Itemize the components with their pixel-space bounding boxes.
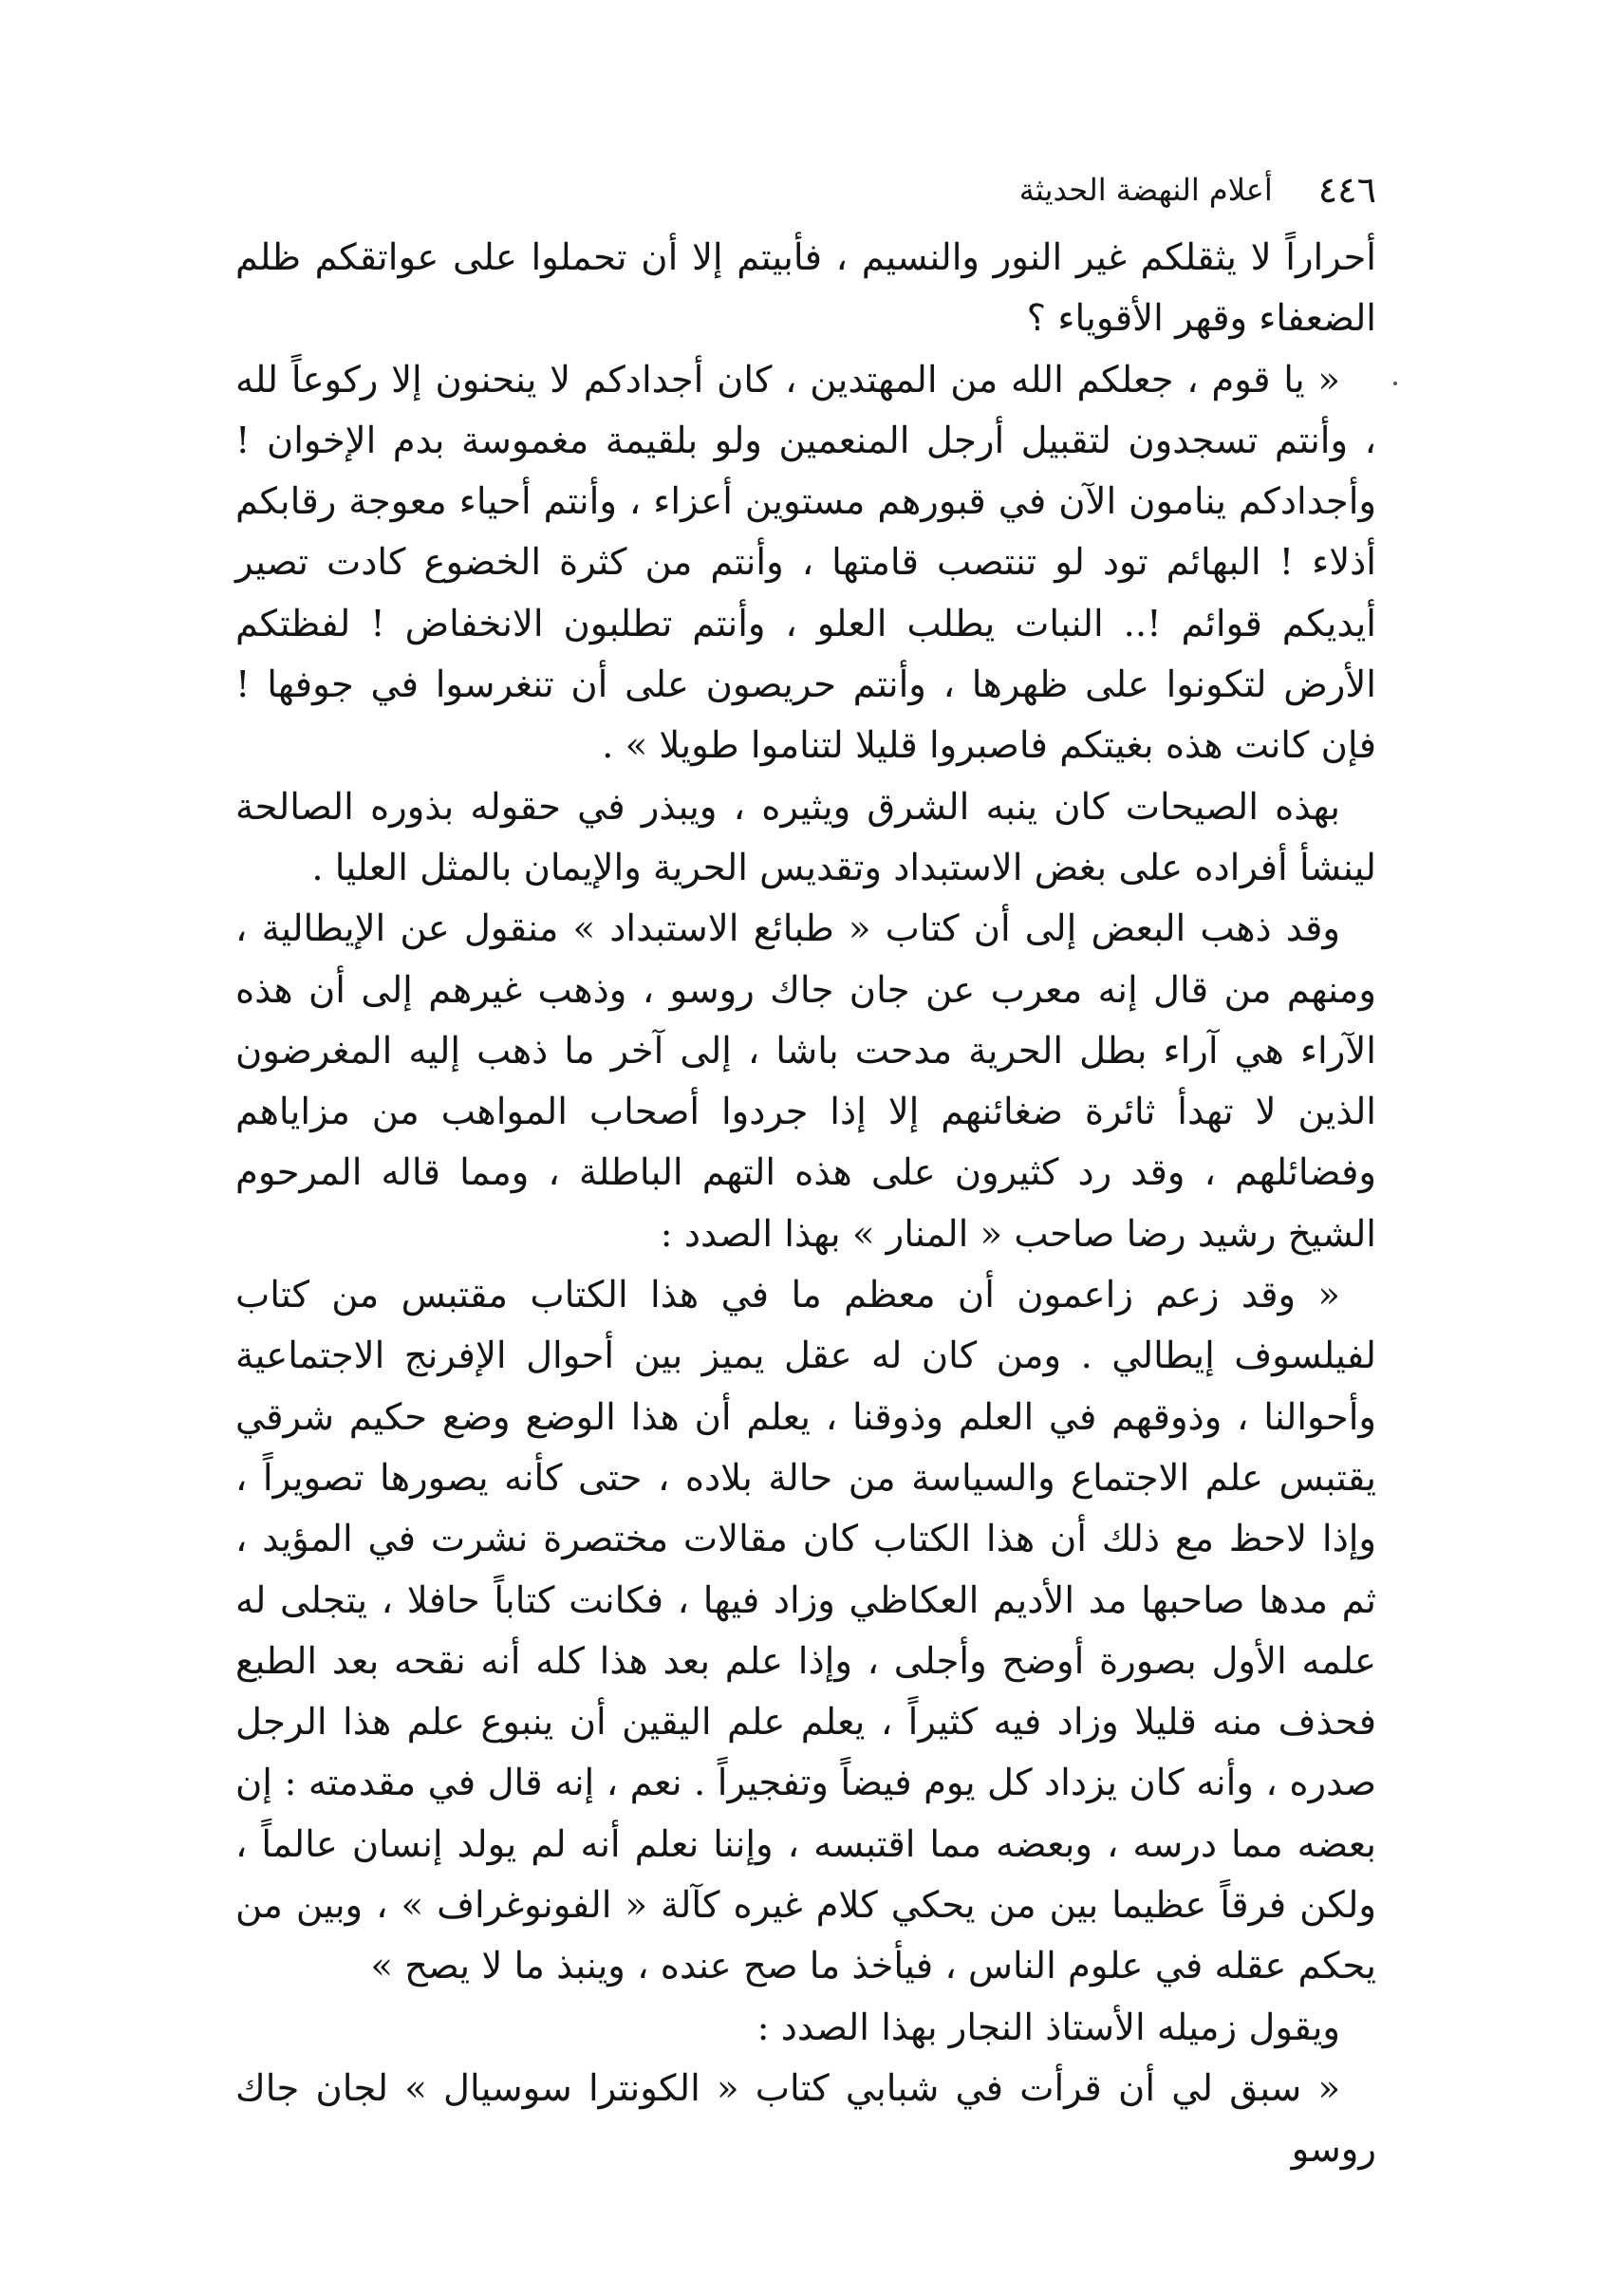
- paragraph-quote-kawakibi: « يا قوم ، جعلكم الله من المهتدين ، كان أجدادكم لا ينحنون إلا ركوعاً لله ، وأنتم تسجدون لتقبيل أرجل المنعمين ولو بلقيمة مغموسة بدم الإخوان ! وأجدادكم ينامون الآن في قبورهم مستوين أعزاء ، وأنتم أحياء معوجة رقابكم أذلاء ! البهائم تود لو تنتصب قامتها ، وأنتم من كثرة الخضوع كادت تصير أيديكم قوائم !.. النبات يطلب العلو ، وأنتم تطلبون الانخفاض ! لفظتكم الأرض لتكونوا على ظهرها ، وأنتم حريصون على أن تنغرسوا في جوفها ! فإن كانت هذه بغيتكم فاصبروا قليلا لتناموا طويلا » .: [235, 358, 1376, 768]
- paragraph-claims: وقد ذهب البعض إلى أن كتاب « طبائع الاستبداد » منقول عن الإيطالية ، ومنهم من قال إنه معرب عن جان جاك روسو ، وذهب غيرهم إلى أن هذه الآراء هي آراء بطل الحرية مدحت باشا ، إلى آخر ما ذهب إليه المغرضون الذين لا تهدأ ثائرة ضغائنهم إلا إذا جردوا أصحاب المواهب من مزاياهم وفضائلهم ، وقد رد كثيرون على هذه التهم الباطلة ، ومما قاله المرحوم الشيخ رشيد رضا صاحب « المنار » بهذا الصدد :: [235, 907, 1376, 1256]
- stray-ink-mark: [1393, 382, 1397, 385]
- paragraph-intro-najjar: ويقول زميله الأستاذ النجار بهذا الصدد :: [756, 2006, 1340, 2049]
- body-text: [235, 228, 1376, 2181]
- paragraph-narrative: بهذه الصيحات كان ينبه الشرق ويثيره ، ويبذر في حقوله بذوره الصالحة لينشأ أفراده على بغض الاستبداد وتقديس الحرية والإيمان بالمثل العليا .: [235, 785, 1376, 889]
- paragraph-continuation: أحراراً لا يثقلكم غير النور والنسيم ، فأبيتم إلا أن تحملوا على عواتقكم ظلم الضعفاء وقهر الأقوياء ؟: [235, 236, 1376, 341]
- page-number: ٤٤٦: [1317, 169, 1376, 211]
- paragraph-quote-rashid-rida: « وقد زعم زاعمون أن معظم ما في هذا الكتاب مقتبس من كتاب لفيلسوف إيطالي . ومن كان له عقل يميز بين أحوال الإفرنج الاجتماعية وأحوالنا ، وذوقهم في العلم وذوقنا ، يعلم أن هذا الوضع وضع حكيم شرقي يقتبس علم الاجتماع والسياسة من حالة بلاده ، حتى كأنه يصورها تصويراً ، وإذا لاحظ مع ذلك أن هذا الكتاب كان مقالات مختصرة نشرت في المؤيد ، ثم مدها صاحبها مد الأديم العكاظي وزاد فيها ، فكانت كتاباً حافلا ، يتجلى له علمه الأول بصورة أوضح وأجلى ، وإذا علم بعد هذا كله أنه نقحه بعد الطبع فحذف منه قليلا وزاد فيه كثيراً ، يعلم علم اليقين أن ينبوع علم هذا الرجل صدره ، وأنه كان يزداد كل يوم فيضاً وتفجيراً . نعم ، إنه قال في مقدمته : إن بعضه مما درسه ، وبعضه مما اقتبسه ، وإننا نعلم أنه لم يولد إنسان عالماً ، ولكن فرقاً عظيما بين من يحكي كلام غيره كآلة « الفونوغراف » ، وبين من يحكم عقله في علوم الناس ، فيأخذ ما صح عنده ، وينبذ ما لا يصح »: [235, 1274, 1376, 1988]
- running-title: أعلام النهضة الحديثة: [1018, 172, 1273, 208]
- paragraph-quote-najjar: « سبق لي أن قرأت في شبابي كتاب « الكونترا سوسيال » لجان جاك روسو: [235, 2066, 1376, 2172]
- page-header: [655, 159, 1376, 220]
